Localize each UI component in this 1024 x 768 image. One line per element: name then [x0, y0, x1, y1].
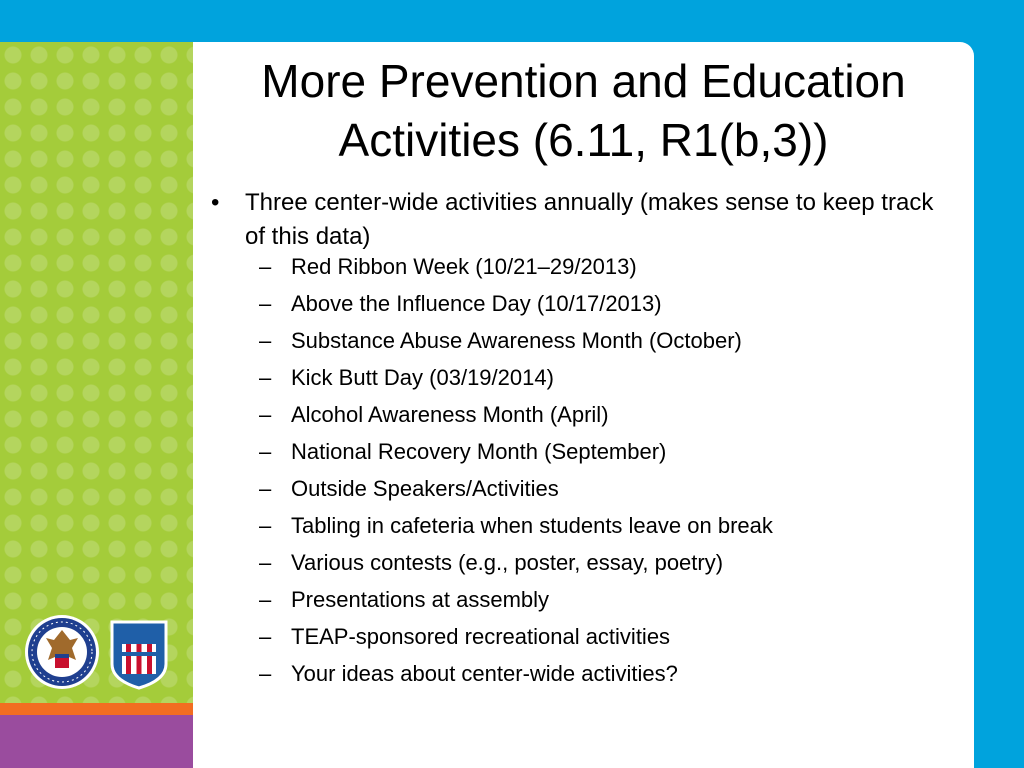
sub-item-text: Various contests (e.g., poster, essay, poetry) [291, 550, 724, 575]
sub-item-text: Substance Abuse Awareness Month (October) [291, 328, 742, 353]
title-line-2: Activities (6.11, R1(b,3)) [338, 114, 829, 166]
sub-item-text: Your ideas about center-wide activities? [291, 661, 678, 686]
sub-item-text: Red Ribbon Week (10/21–29/2013) [291, 254, 637, 279]
department-of-labor-seal-logo [24, 614, 100, 690]
slide-title [193, 52, 974, 170]
sub-item-text: TEAP-sponsored recreational activities [291, 624, 671, 649]
dash-marker: – [259, 624, 272, 649]
sub-item-text: Tabling in cafeteria when students leave on break [291, 513, 773, 538]
sub-item-text: Presentations at assembly [291, 587, 550, 612]
dash-marker: – [259, 402, 272, 427]
job-corps-logo [108, 618, 170, 690]
dash-marker: – [259, 550, 272, 575]
dash-marker: – [259, 587, 272, 612]
main-bullet [193, 186, 935, 254]
main-bullet-text: Three center-wide activities annually (makes sense to keep track of this data) [245, 189, 934, 250]
dash-marker: – [259, 365, 272, 390]
sub-item-text: Above the Influence Day (10/17/2013) [291, 291, 662, 316]
sub-item-text: National Recovery Month (September) [291, 439, 667, 464]
left-decorative-panel [0, 42, 193, 703]
dash-marker: – [259, 291, 272, 316]
sub-item [193, 365, 974, 402]
dash-marker: – [259, 476, 272, 501]
sub-item [193, 439, 974, 476]
dash-marker: – [259, 661, 272, 686]
sub-item [193, 661, 974, 698]
sub-item [193, 550, 974, 587]
dash-marker: – [259, 254, 272, 279]
sub-item [193, 476, 974, 513]
top-bar [0, 0, 1024, 42]
dash-marker: – [259, 513, 272, 538]
dash-marker: – [259, 328, 272, 353]
sub-item [193, 402, 974, 439]
orange-strip [0, 703, 193, 715]
purple-strip [0, 715, 193, 768]
sub-item [193, 328, 974, 365]
sub-item [193, 513, 974, 550]
sub-item-text: Kick Butt Day (03/19/2014) [291, 365, 554, 390]
sub-item [193, 624, 974, 661]
slide-content [193, 42, 974, 768]
title-line-1: More Prevention and Education [261, 55, 906, 107]
sub-item [193, 587, 974, 624]
bullet-marker: • [211, 189, 220, 216]
sub-item-text: Alcohol Awareness Month (April) [291, 402, 609, 427]
right-bar [974, 0, 1024, 768]
bullet-list [193, 186, 974, 698]
dash-marker: – [259, 439, 272, 464]
sub-item [193, 254, 974, 291]
sub-item [193, 291, 974, 328]
sub-item-text: Outside Speakers/Activities [291, 476, 559, 501]
